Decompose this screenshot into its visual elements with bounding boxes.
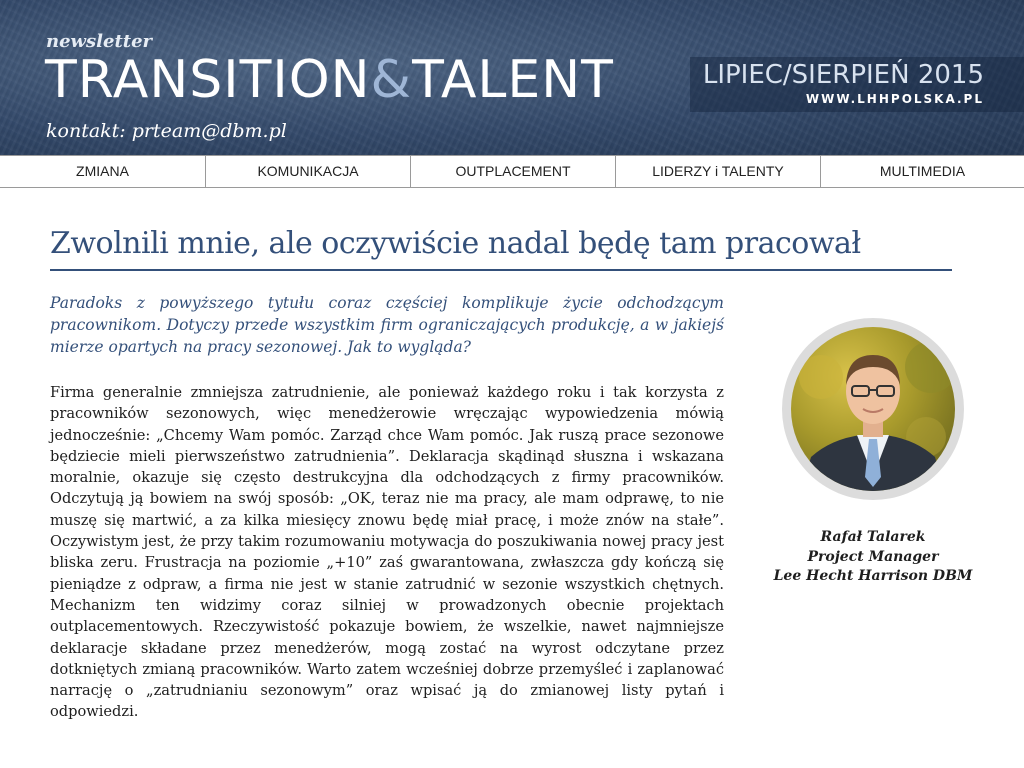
newsletter-header [0,0,1024,155]
author-caption [762,528,984,587]
newsletter-label: newsletter [46,31,153,52]
issue-date: LIPIEC/SIERPIEŃ 2015 [702,60,984,90]
nav-item-komunikacja[interactable]: KOMUNIKACJA [206,156,411,187]
author-photo [782,318,964,500]
nav-item-liderzy-i-talenty[interactable]: LIDERZY i TALENTY [616,156,821,187]
title-divider [50,269,952,271]
article-title: Zwolnili mnie, ale oczywiście nadal będę tam pracował [50,226,861,261]
nav-item-outplacement[interactable]: OUTPLACEMENT [411,156,616,187]
author-role: Project Manager [807,548,939,565]
brand-part-1: TRANSITION [45,50,371,110]
brand-ampersand: & [370,50,413,110]
website-link[interactable]: WWW.LHHPOLSKA.PL [805,92,984,106]
article-body: Firma generalnie zmniejsza zatrudnienie, ale ponieważ każdego roku i tak korzysta z pracowników sezonowych, więc menedżerowie wręczając wypowiedzenia mówią jednocześnie: „Chcemy Wam pomóc. Zarząd chce Wam pomóc. Jak ruszą prace sezonowe będziecie mieli pierwszeństwo zatrudnienia”. Deklaracja skądinąd słuszna i wskazana moralnie, okazuje się często destrukcyjna dla odchodzących z firmy pracowników. Odczytują ją bowiem na swój sposób: „OK, teraz nie ma pracy, ale mam odprawę, to nie muszę się martwić, a za kilka miesięcy znowu będę miał pracę, i może znów na stałe”. Oczywistym jest, że przy takim rozumowaniu motywacja do poszukiwania nowej pracy jest bliska zeru. Frustracja na poziomie „+10” zaś gwarantowana, zwłaszcza gdy kończą się pieniądze z odpraw, a firma nie jest w stanie zatrudnić w sezonie wszystkich chętnych. Mechanizm ten widzimy coraz silniej w prowadzonych obecnie projektach outplacementowych. Rzeczywistość pokazuje bowiem, że wszelkie, nawet najmniejsze deklaracje składane przez menedżerów, mogą zostać na wyrost odczytane przez dotkniętych zmianą pracowników. Warto zatem wcześniej dobrze przemyśleć i zaplanować narrację o „zatrudnianiu sezonowym” oraz wpisać ją do zmianowej listy pytań i odpowiedzi. [50,384,724,721]
section-nav [0,155,1024,188]
newsletter-brand-title [45,50,614,110]
author-portrait-image [791,327,955,491]
author-name: Rafał Talarek [820,529,926,545]
author-company: Lee Hecht Harrison DBM [773,568,973,584]
contact-email[interactable]: kontakt: prteam@dbm.pl [46,120,287,142]
article-lead: Paradoks z powyższego tytułu coraz częściej komplikuje życie odchodzącym pracownikom. Dotyczy przede wszystkim firm ograniczających produkcję, a w jakiejś mierze opartych na pracy sezonowej. Jak to wygląda? [50,294,724,356]
nav-item-multimedia[interactable]: MULTIMEDIA [879,163,966,179]
brand-part-2: TALENT [412,50,614,110]
nav-item-zmiana[interactable]: ZMIANA [0,156,206,187]
